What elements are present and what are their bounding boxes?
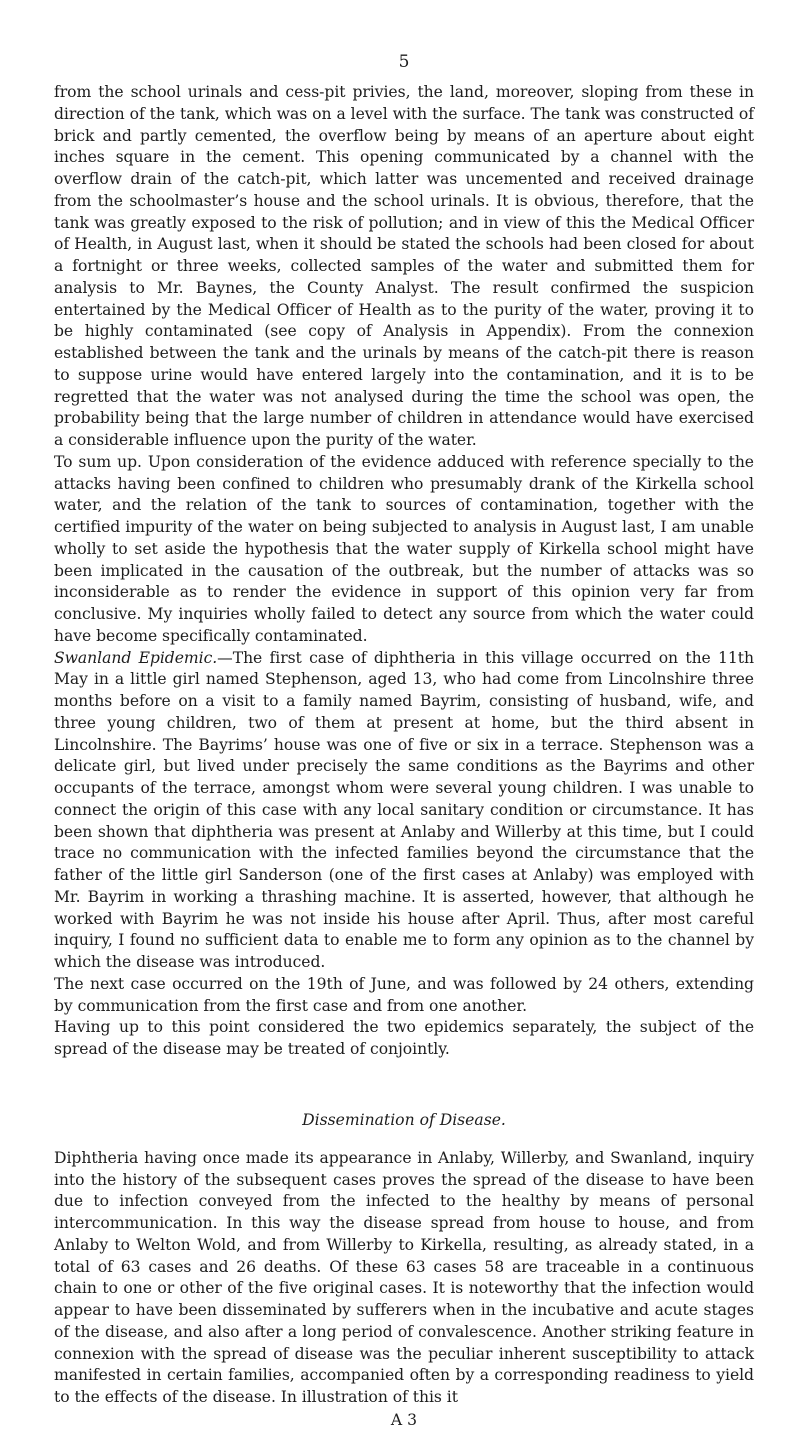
section-heading: Dissemination of Disease.	[302, 1110, 506, 1129]
paragraph: Having up to this point considered the two epidemics separately, the subject of the spread of the disease may be treated of conjointly.	[54, 1018, 754, 1058]
swanland-paragraph	[54, 648, 754, 974]
swanland-text: —The first case of diphtheria in this village occurred on the 11th May in a little girl named Stephenson, aged 13, who had come from Lincolnshire three months before on a visit to a family named Bayrim, consisting of husband, wife, and three young children, two of them at present at home, but the third absent in Lincolnshire. The Bayrims’ house was one of five or six in a terrace. Stephenson was a delicate girl, but lived under precisely the same conditions as the Bayrims and other occupants of the terrace, amongst whom were several young children. I was unable to connect the origin of this case with any local sanitary condition or circumstance. It has been shown that diphtheria was present at Anlaby and Willerby at this time, but I could trace no communication with the infected families beyond the circumstance that the father of the little girl Sanderson (one of the first cases at Anlaby) was employed with Mr. Bayrim in working a thrashing machine. It is asserted, however, that although he worked with Bayrim he was not inside his house after April. Thus, after most careful inquiry, I found no sufficient data to enable me to form any opinion as to the channel by which the disease was introduced.	[54, 648, 754, 971]
page-number: 5	[398, 52, 410, 72]
paragraph: Diphtheria having once made its appearance in Anlaby, Willerby, and Swanland, inquiry into the history of the subsequent cases proves the spread of the disease to have been due to infection conveyed from the infected to the healthy by means of personal intercommunication. In this way the disease spread from house to house, and from Anlaby to Welton Wold, and from Willerby to Kirkella, resulting, as already stated, in a total of 63 cases and 26 deaths. Of these 63 cases 58 are traceable in a continuous chain to one or other of the five original cases. It is noteworthy that the infection would appear to have been disseminated by sufferers when in the incubative and acute stages of the disease, and also after a long period of convalescence. Another striking feature in connexion with the spread of disease was the peculiar inherent susceptibility to attack manifested in certain families, accompanied often by a corresponding readiness to yield to the effects of the disease. In illustration of this it	[54, 1148, 754, 1406]
signature-mark: A 3	[390, 1410, 418, 1429]
paragraph: To sum up. Upon consideration of the evidence adduced with reference specially to the attacks having been confined to children who presumably drank of the Kirkella school water, and the relation of the tank to sources of contamination, together with the certified impurity of the water on being subjected to analysis in August last, I am unable wholly to set aside the hypothesis that the water supply of Kirkella school might have been implicated in the causation of the outbreak, but the number of attacks was so inconsiderable as to render the evidence in support of this opinion very far from conclusive. My inquiries wholly failed to detect any source from which the water could have become specifically contaminated.	[54, 452, 754, 645]
body-text	[54, 82, 754, 1061]
swanland-heading: Swanland Epidemic.	[54, 648, 218, 667]
paragraph: The next case occurred on the 19th of June, and was followed by 24 others, extending by communication from the first case and from one another.	[54, 974, 754, 1015]
body-text-bottom	[54, 1148, 754, 1409]
document-page	[54, 0, 754, 1431]
paragraph: from the school urinals and cess-pit privies, the land, moreover, sloping from these in direction of the tank, which was on a level with the surface. The tank was constructed of brick and partly cemented, the overflow being by means of an aperture about eight inches square in the cement. This opening communicated by a channel with the overflow drain of the catch-pit, which latter was uncemented and received drainage from the schoolmaster’s house and the school urinals. It is obvious, therefore, that the tank was greatly exposed to the risk of pollution; and in view of this the Medical Officer of Health, in August last, when it should be stated the schools had been closed for about a fortnight or three weeks, collected samples of the water and submitted them for analysis to Mr. Baynes, the County Analyst. The result confirmed the suspicion entertained by the Medical Officer of Health as to the purity of the water, proving it to be highly contaminated (see copy of Analysis in Appendix). From the connexion established between the tank and the urinals by means of the catch-pit there is reason to suppose urine would have entered largely into the contamination, and it is to be regretted that the water was not analysed during the time the school was open, the probability being that the large number of children in attendance would have exercised a considerable influence upon the purity of the water.	[54, 83, 754, 449]
